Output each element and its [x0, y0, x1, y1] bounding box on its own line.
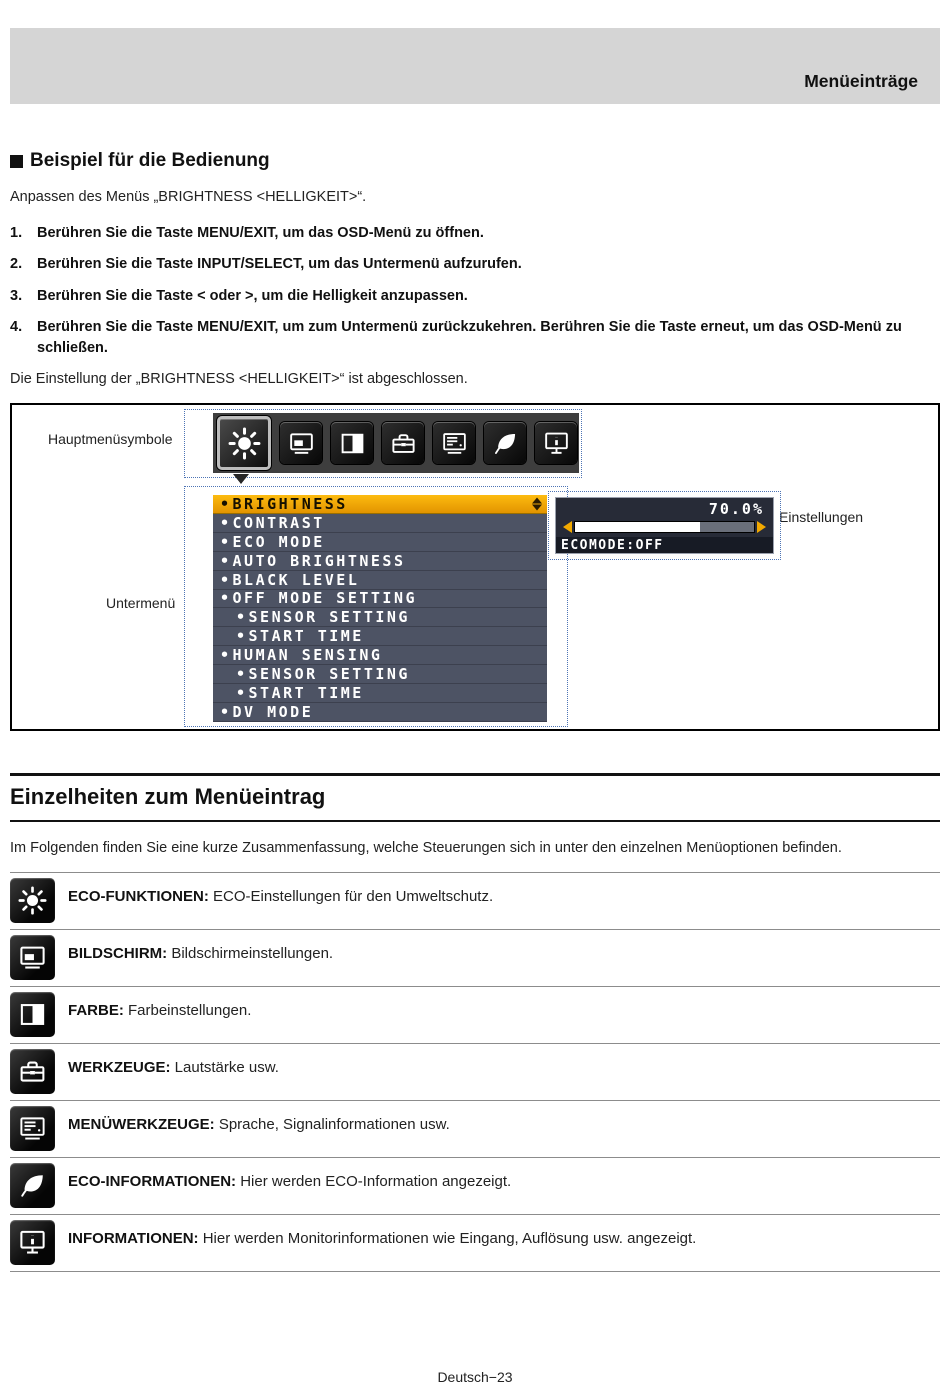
- osd-menu-item: [213, 514, 547, 533]
- osd-icon-strip: [213, 413, 579, 473]
- bullet-icon: •: [236, 627, 248, 646]
- menu-detail-term: ECO-INFORMATIONEN:: [68, 1172, 241, 1190]
- ecomode-status: ECOMODE:OFF: [556, 537, 773, 553]
- color-icon: [331, 422, 373, 464]
- osd-menu-item: [213, 590, 547, 609]
- osd-menu-item-label: BLACK LEVEL: [232, 570, 360, 589]
- up-down-arrows-icon: [532, 497, 542, 510]
- menu-detail-row: [10, 872, 940, 929]
- menu-detail-description: Lautstärke usw.: [174, 1058, 279, 1076]
- osd-menu-item-label: HUMAN SENSING: [232, 646, 383, 665]
- page-content: [10, 104, 940, 1272]
- slider-left-arrow-icon: [563, 521, 572, 533]
- page-number: Deutsch−23: [437, 1369, 513, 1385]
- menu-detail-term: INFORMATIONEN:: [68, 1229, 203, 1247]
- step-number: 3.: [10, 287, 23, 304]
- osd-menu-item-label: ECO MODE: [232, 532, 325, 551]
- menu-details-list: [10, 872, 940, 1272]
- toolbox-icon: [382, 422, 424, 464]
- step-text: Berühren Sie die Taste < oder >, um die Helligkeit anzupassen.: [37, 287, 468, 304]
- menu-detail-term: ECO-FUNKTIONEN:: [68, 887, 213, 905]
- step-item: [10, 223, 940, 244]
- osd-menu-item-label: BRIGHTNESS: [232, 495, 348, 513]
- leaf-icon: [10, 1163, 55, 1208]
- osd-menu-item-label: START TIME: [248, 683, 364, 702]
- osd-menu-item: [213, 703, 547, 722]
- label-main-menu-icons: Hauptmenüsymbole: [48, 431, 173, 448]
- bullet-icon: •: [220, 646, 232, 665]
- selected-icon-pointer: [233, 474, 249, 484]
- example-section-heading: [10, 150, 940, 172]
- step-number: 4.: [10, 319, 23, 336]
- osd-settings-panel: [555, 497, 774, 554]
- menu-detail-row: [10, 1100, 940, 1157]
- menu-detail-text: [68, 1106, 450, 1135]
- menu-detail-description: Hier werden ECO-Information angezeigt.: [240, 1172, 512, 1190]
- menu-detail-row: [10, 986, 940, 1043]
- menu-detail-text: [68, 1220, 696, 1249]
- page-header: [10, 28, 940, 104]
- step-number: 1.: [10, 224, 23, 241]
- osd-submenu-list: [213, 495, 547, 722]
- brightness-icon: [217, 416, 271, 470]
- toolbox-icon: [10, 1049, 55, 1094]
- menu-detail-row: [10, 1214, 940, 1272]
- menu-detail-row: [10, 1157, 940, 1214]
- bullet-icon: •: [220, 513, 232, 532]
- menu-detail-text: [68, 992, 251, 1021]
- bullet-icon: •: [236, 665, 248, 684]
- osd-menu-item-label: DV MODE: [232, 702, 314, 721]
- menu-detail-term: FARBE:: [68, 1001, 128, 1019]
- osd-menu-item-label: START TIME: [248, 627, 364, 646]
- menu-detail-description: Sprache, Signalinformationen usw.: [218, 1115, 450, 1133]
- step-text: Berühren Sie die Taste INPUT/SELECT, um das Untermenü aufzurufen.: [37, 256, 522, 273]
- info-icon: [10, 1220, 55, 1265]
- menu-detail-description: Hier werden Monitorinformationen wie Eingang, Auflösung usw. angezeigt.: [202, 1229, 697, 1247]
- menu-detail-description: Bildschirmeinstellungen.: [171, 944, 334, 962]
- osd-menu-item: [213, 552, 547, 571]
- square-bullet-icon: [10, 155, 23, 168]
- bullet-icon: •: [220, 570, 232, 589]
- slider-right-arrow-icon: [757, 521, 766, 533]
- step-text: Berühren Sie die Taste MENU/EXIT, um zum Untermenü zurückzukehren. Berühren Sie die Taste erneut, um das OSD-Menü zu schließen.: [37, 319, 902, 356]
- menu-detail-term: BILDSCHIRM:: [68, 944, 172, 962]
- menu-detail-description: Farbeinstellungen.: [128, 1001, 252, 1019]
- menu-detail-text: [68, 1163, 511, 1192]
- step-item: [10, 286, 940, 307]
- brightness-slider-fill: [575, 522, 700, 532]
- page-header-title: Menüeinträge: [804, 71, 918, 91]
- menu-detail-term: WERKZEUGE:: [68, 1058, 175, 1076]
- bullet-icon: •: [220, 495, 232, 513]
- brightness-slider: [563, 520, 766, 533]
- osd-menu-item-label: SENSOR SETTING: [248, 665, 410, 684]
- label-settings: Einstellungen: [779, 509, 864, 526]
- brightness-icon: [10, 878, 55, 923]
- osd-example-figure: [10, 403, 940, 731]
- bullet-icon: •: [220, 532, 232, 551]
- details-section-heading: Einzelheiten zum Menüeintrag: [10, 773, 940, 822]
- osd-menu-item: [213, 608, 547, 627]
- menu-detail-text: [68, 935, 333, 964]
- example-outro: Die Einstellung der „BRIGHTNESS <HELLIGKEIT>“ ist abgeschlossen.: [10, 371, 468, 388]
- osd-menu-item-label: SENSOR SETTING: [248, 608, 410, 627]
- label-submenu: Untermenü: [106, 595, 176, 612]
- osd-menu-item-label: CONTRAST: [232, 513, 325, 532]
- bullet-icon: •: [220, 589, 232, 608]
- brightness-value: 70.0%: [708, 500, 764, 519]
- menu-detail-term: MENÜWERKZEUGE:: [68, 1115, 219, 1133]
- step-text: Berühren Sie die Taste MENU/EXIT, um das OSD-Menü zu öffnen.: [37, 224, 484, 241]
- example-heading-text: Beispiel für die Bedienung: [30, 150, 270, 171]
- bullet-icon: •: [220, 702, 232, 721]
- bullet-icon: •: [220, 551, 232, 570]
- info-icon: [535, 422, 577, 464]
- osd-menu-item: [213, 684, 547, 703]
- menu-detail-text: [68, 878, 493, 907]
- steps-list: [10, 223, 940, 359]
- osd-menu-item: [213, 627, 547, 646]
- osd-menu-item: [213, 571, 547, 590]
- osd-menu-item: [213, 495, 547, 514]
- osd-menu-item-label: OFF MODE SETTING: [232, 589, 418, 608]
- step-item: [10, 254, 940, 275]
- menu-detail-row: [10, 929, 940, 986]
- bullet-icon: •: [236, 608, 248, 627]
- leaf-icon: [484, 422, 526, 464]
- osd-menu-item: [213, 646, 547, 665]
- menu-detail-description: ECO-Einstellungen für den Umweltschutz.: [213, 887, 494, 905]
- menu-detail-text: [68, 1049, 279, 1078]
- menu-detail-row: [10, 1043, 940, 1100]
- example-intro: Anpassen des Menüs „BRIGHTNESS <HELLIGKEIT>“.: [10, 189, 367, 205]
- color-icon: [10, 992, 55, 1037]
- menu-tools-icon: [10, 1106, 55, 1151]
- bullet-icon: •: [236, 683, 248, 702]
- step-item: [10, 317, 940, 358]
- screen-icon: [10, 935, 55, 980]
- step-number: 2.: [10, 256, 23, 273]
- slider-track: [574, 521, 755, 533]
- screen-icon: [280, 422, 322, 464]
- osd-menu-item: [213, 533, 547, 552]
- osd-menu-item-label: AUTO BRIGHTNESS: [232, 551, 406, 570]
- details-intro: Im Folgenden finden Sie eine kurze Zusammenfassung, welche Steuerungen sich in unter den einzelnen Menüoptionen befinden.: [10, 840, 842, 857]
- menu-tools-icon: [433, 422, 475, 464]
- osd-menu-item: [213, 665, 547, 684]
